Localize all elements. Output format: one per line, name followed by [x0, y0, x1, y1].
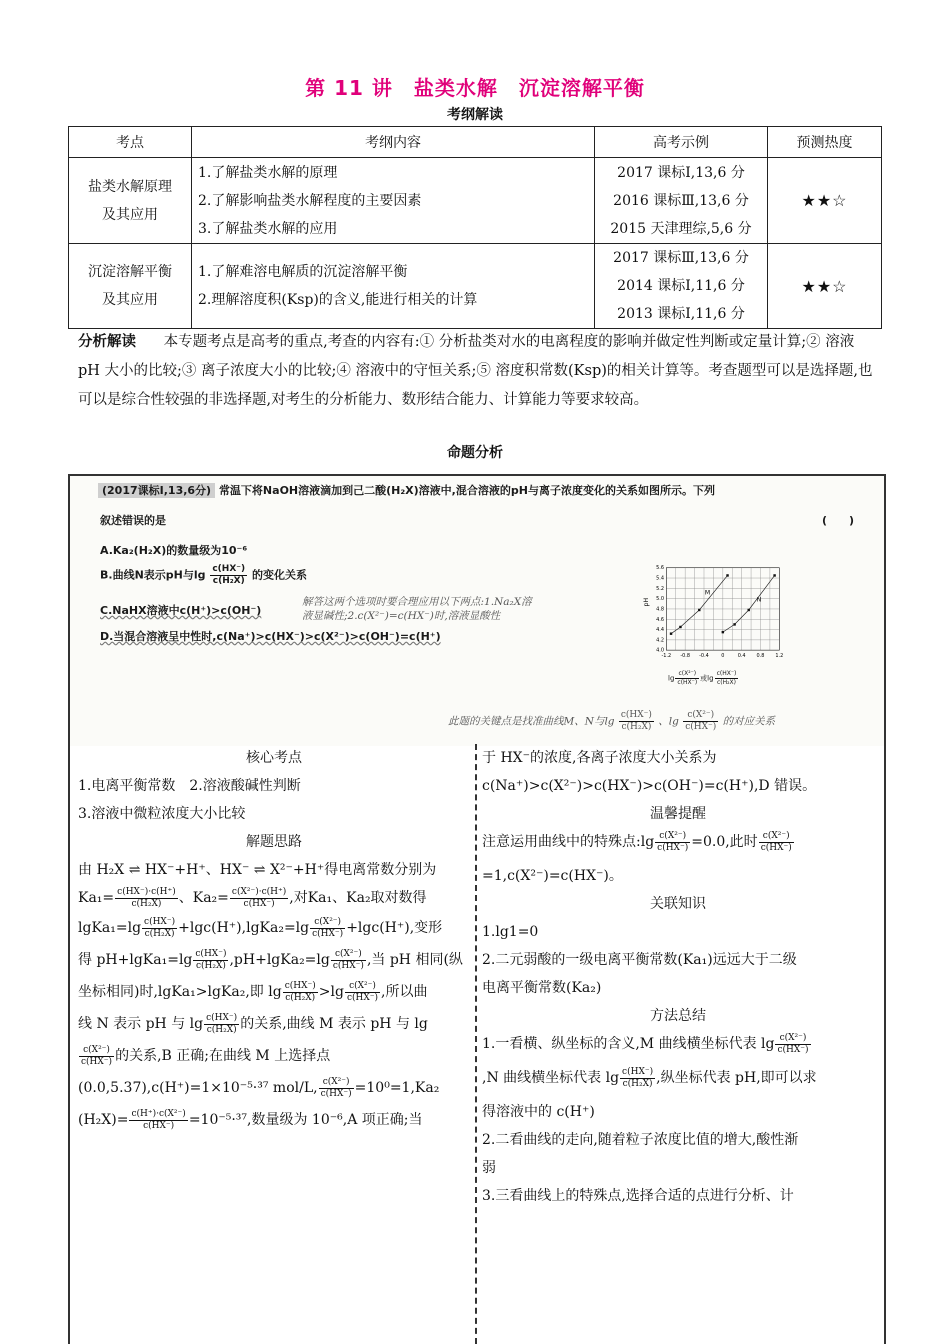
frac-num: c(HX⁻) [284, 980, 316, 991]
text-line: 电离平衡常数(Ka₂) [482, 980, 602, 996]
frac-num: c(X²⁻) [331, 949, 366, 961]
x-tick-label: 0.4 [737, 653, 746, 660]
fraction [331, 949, 366, 972]
frac-den: c(HX⁻) [677, 679, 698, 686]
fraction [310, 917, 345, 940]
analysis-paragraph [78, 328, 878, 415]
option-b [100, 564, 307, 587]
text-seg: 1.一看横、纵坐标的含义,M 曲线横坐标代表 lg [482, 1036, 775, 1052]
data-point [722, 631, 724, 633]
frac-den: c(HX⁻) [143, 1120, 175, 1131]
content-cell [192, 244, 595, 329]
handwritten-key-note [448, 710, 775, 733]
analysis-label: 分析解读 [78, 334, 136, 350]
heading-method: 方法总结 [650, 1008, 706, 1024]
frac-den: c(H₂X) [206, 1024, 237, 1035]
text-line: =1,c(X²⁻)=c(HX⁻)。 [482, 868, 623, 884]
question-box [68, 474, 886, 746]
example-cell [595, 158, 768, 244]
question-stem [98, 482, 878, 498]
heading-related: 关联知识 [650, 896, 706, 912]
frac-den: c(H₂X) [622, 1078, 653, 1089]
content-line: 2.理解溶度积(Ksp)的含义,能进行相关的计算 [198, 292, 478, 308]
frac-den: c(HX⁻) [332, 960, 364, 971]
heading-approach: 解题思路 [246, 834, 302, 850]
option-a: A.Ka₂(H₂X)的数量级为10⁻⁶ [100, 544, 248, 557]
x-tick-label: 1.2 [775, 653, 784, 660]
x-label-frac1 [675, 670, 699, 687]
y-axis-label: pH [643, 597, 651, 607]
question-tag: (2017课标Ⅰ,13,6分) [98, 483, 215, 498]
answer-paren: ( ) [822, 514, 855, 527]
frac-num: c(HX⁻) [206, 1012, 238, 1023]
frac-num: c(X²⁻) [759, 831, 794, 843]
frac-num: c(HX⁻) [195, 948, 227, 959]
topic-line: 沉淀溶解平衡 [88, 264, 172, 280]
fraction [230, 887, 288, 910]
section-heading: 命题分析 [447, 445, 503, 461]
x-axis-label [668, 670, 739, 687]
series-label-m: M [704, 589, 711, 597]
y-tick-label: 4.8 [656, 606, 665, 613]
heading-core: 核心考点 [246, 750, 302, 766]
analysis-text: 本专题考点是高考的重点,考查的内容有:① 分析盐类对水的电离程度的影响并做定性判断或定量计算;② 溶液 pH 大小的比较;③ 离子浓度大小的比较;④ 溶液中的守恒关系;⑤ 溶度积常数(Ksp)的相关计算等。考查题型可以是选择题,也可以是综合性较强的非选择题,对考生的分析能力、数形结合能力、计算能力等要求较高。 [78, 334, 873, 408]
frac-den: c(H₂X) [195, 960, 226, 971]
text-line: 于 HX⁻的浓度,各离子浓度大小关系为 [482, 750, 717, 766]
frac-den: c(HX⁻) [657, 842, 689, 853]
fraction [129, 1109, 187, 1132]
content-cell [192, 158, 595, 244]
option-b-pre: B.曲线N表示pH与lg [100, 568, 206, 582]
text-seg: ,N 曲线横坐标代表 lg [482, 1070, 620, 1086]
example-line: 2015 天津理综,5,6 分 [610, 220, 752, 237]
outline-table [68, 126, 882, 329]
table-header-row [69, 127, 882, 158]
formula-line [78, 1074, 470, 1106]
text-line: 1.lg1=0 [482, 924, 539, 940]
handwritten-note-1: 解答这两个选项时要合理应用以下两点:1.Na₂X溶 [302, 596, 532, 608]
text-seg: Ka₁= [78, 890, 115, 906]
text-seg: =10⁰=1,Ka₂ [354, 1080, 440, 1096]
example-line: 2016 课标Ⅲ,13,6 分 [613, 192, 749, 209]
example-cell [595, 244, 768, 329]
x-label-or: 或lg [700, 674, 714, 683]
text-line: 由 H₂X ⇌ HX⁻+H⁺、HX⁻ ⇌ X²⁻+H⁺得电离常数分别为 [78, 862, 437, 878]
col-header: 高考示例 [595, 127, 768, 158]
option-d: D.当混合溶液呈中性时,c(Na⁺)>c(HX⁻)>c(X²⁻)>c(OH⁻)=c(H⁺) [100, 630, 441, 643]
frac-num: c(HX⁻) [144, 916, 176, 927]
content-line: 2.了解影响盐类水解程度的主要因素 [198, 192, 422, 209]
frac-den: c(HX⁻) [243, 898, 275, 909]
formula-line [78, 946, 470, 978]
fraction [115, 887, 178, 910]
text-seg: 、Ka₂= [178, 890, 229, 906]
data-point [747, 609, 749, 611]
formula-line [78, 1010, 470, 1042]
topic-cell [69, 244, 192, 329]
text-seg: 得 pH+lgKa₁=lg [78, 952, 193, 968]
frac-num: c(HX⁻) [622, 1066, 654, 1077]
heat-rating: ★★☆ [768, 158, 882, 244]
text-line: 得溶液中的 c(H⁺) [482, 1104, 595, 1120]
series-label-n: N [756, 596, 762, 604]
formula-line [78, 884, 470, 914]
formula-line [482, 828, 874, 862]
text-seg: ,所以曲 [381, 984, 428, 1000]
series-line-n [723, 575, 775, 632]
fraction [193, 949, 228, 972]
frac-den: c(HX⁻) [320, 1088, 352, 1099]
formula-line [482, 1030, 874, 1064]
text-line: 3.溶液中微粒浓度大小比较 [78, 806, 246, 822]
text-line: 2.二元弱酸的一级电离平衡常数(Ka₁)远远大于二级 [482, 952, 797, 968]
text-seg: 坐标相同)时,lgKa₁>lgKa₂,即 lg [78, 984, 282, 1000]
fraction [345, 981, 380, 1004]
option-c: C.NaHX溶液中c(H⁺)>c(OH⁻) [100, 604, 262, 617]
text-seg: (H₂X)= [78, 1112, 129, 1128]
frac-den: c(HX⁻) [760, 842, 792, 853]
x-tick-label: -1.2 [661, 653, 672, 660]
data-point [698, 609, 700, 611]
text-seg: ,当 pH 相同(纵 [366, 952, 463, 968]
handwritten-note-2: 液显碱性;2.c(X²⁻)=c(HX⁻)时,溶液显酸性 [302, 610, 501, 622]
frac-den: c(HX⁻) [685, 722, 717, 732]
example-line: 2017 课标Ⅲ,13,6 分 [613, 250, 749, 266]
frac-num: c(HX⁻) [212, 564, 246, 574]
frac-den: c(H₂X) [716, 679, 736, 686]
y-tick-label: 4.2 [656, 637, 665, 644]
fraction [142, 917, 177, 940]
fraction [759, 831, 794, 854]
x-label-prefix: lg [668, 674, 675, 683]
topic-line: 及其应用 [102, 292, 158, 308]
text-seg: ,对Ka₁、Ka₂取对数得 [289, 890, 427, 906]
text-line: 弱 [482, 1160, 496, 1176]
text-seg: >lg [318, 984, 344, 1000]
frac-den: c(H₂X) [144, 928, 175, 939]
text-seg: +lgc(H⁺),变形 [346, 920, 443, 936]
formula-line [78, 978, 470, 1010]
col-header: 考纲内容 [192, 127, 595, 158]
frac-num: c(HX⁻)·c(H⁺) [117, 886, 176, 897]
frac-num: c(X²⁻) [79, 1045, 114, 1057]
data-point [773, 574, 775, 576]
y-tick-label: 4.6 [656, 616, 665, 623]
frac-num: c(X²⁻) [683, 710, 718, 722]
text-seg: lgKa₁=lg [78, 920, 142, 936]
formula-line [78, 1042, 470, 1074]
chart-ticks [656, 565, 783, 659]
text-line: c(Na⁺)>c(X²⁻)>c(HX⁻)>c(OH⁻)=c(H⁺),D 错误。 [482, 778, 817, 794]
text-line: 2.二看曲线的走向,随着粒子浓度比值的增大,酸性渐 [482, 1132, 799, 1148]
stem-text: 常温下将NaOH溶液滴加到己二酸(H₂X)溶液中,混合溶液的pH与离子浓度变化的关系如图所示。下列 [218, 484, 715, 497]
text-seg: 的关系,B 正确;在曲线 M 上选择点 [115, 1048, 331, 1064]
frac-num: c(X²⁻) [775, 1033, 810, 1045]
table-row [69, 158, 882, 244]
text-seg: 的关系,曲线 M 表示 pH 与 lg [240, 1016, 428, 1032]
fraction [283, 981, 318, 1004]
frac-num: c(X²⁻) [655, 831, 690, 843]
fraction [620, 1067, 655, 1090]
data-point [726, 574, 728, 576]
text-line: 3.三看曲线上的特殊点,选择合适的点进行分析、计 [482, 1188, 794, 1204]
y-tick-label: 5.2 [656, 585, 665, 592]
frac-num: c(HX⁻) [716, 670, 737, 677]
x-tick-label: -0.8 [680, 653, 691, 660]
content-line: 1.了解盐类水解的原理 [198, 164, 338, 181]
analysis-columns [68, 744, 886, 1344]
frac-num: c(X²⁻) [675, 670, 699, 679]
series-line-m [671, 575, 727, 633]
data-point [733, 623, 735, 625]
text-seg: ,pH+lgKa₂=lg [229, 952, 330, 968]
text-line: 1.电离平衡常数 2.溶液酸碱性判断 [78, 778, 301, 794]
content-line: 3.了解盐类水解的应用 [198, 220, 338, 237]
data-point [670, 632, 672, 634]
fraction [79, 1045, 114, 1068]
option-b-fraction [210, 564, 247, 587]
frac-num: c(X²⁻) [345, 981, 380, 993]
topic-line: 盐类水解原理 [88, 178, 172, 195]
example-line: 2014 课标Ⅰ,11,6 分 [617, 278, 745, 294]
y-tick-label: 5.4 [656, 575, 665, 582]
left-column [78, 744, 470, 1138]
fraction [655, 831, 690, 854]
frac-den: c(HX⁻) [81, 1056, 113, 1067]
x-tick-label: 0 [721, 653, 725, 660]
formula-line [482, 1064, 874, 1098]
frac-num: c(H⁺)·c(X²⁻) [131, 1108, 186, 1119]
frac-den: c(HX⁻) [346, 992, 379, 1003]
text-seg: ,纵坐标代表 pH,即可以求 [656, 1070, 817, 1086]
frac-num: c(X²⁻) [310, 917, 345, 929]
y-tick-label: 5.6 [656, 565, 665, 572]
note-frac1 [619, 710, 654, 733]
text-seg: (0.0,5.37),c(H⁺)=1×10⁻⁵·³⁷ mol/L, [78, 1080, 318, 1096]
option-b-post: 的变化关系 [251, 568, 307, 582]
frac-den: c(H₂X) [131, 898, 162, 909]
text-seg: +lgc(H⁺),lgKa₂=lg [178, 920, 310, 936]
topic-line: 及其应用 [102, 206, 158, 223]
frac-num: c(HX⁻) [620, 710, 652, 720]
y-tick-label: 5.0 [656, 596, 665, 603]
frac-num: c(X²⁻) [319, 1077, 354, 1089]
frac-den: c(H₂X) [621, 722, 652, 732]
text-seg: 线 N 表示 pH 与 lg [78, 1016, 204, 1032]
formula-line [78, 914, 470, 946]
text-seg: =10⁻⁵·³⁷,数量级为 10⁻⁶,A 项正确;当 [188, 1112, 423, 1128]
note-pre: 此题的关键点是找准曲线M、N与lg [448, 715, 615, 728]
fraction [319, 1077, 354, 1100]
example-line: 2013 课标Ⅰ,11,6 分 [617, 306, 745, 322]
frac-den: c(H₂X) [285, 992, 316, 1003]
frac-den: c(HX⁻) [777, 1044, 809, 1055]
col-header: 考点 [69, 127, 192, 158]
content-line: 1.了解难溶电解质的沉淀溶解平衡 [198, 264, 408, 280]
frac-den: c(H₂X) [212, 576, 245, 586]
y-tick-label: 4.0 [656, 647, 665, 654]
heading-reminder: 温馨提醒 [650, 806, 706, 822]
fraction [204, 1013, 239, 1036]
topic-cell [69, 158, 192, 244]
note-mid: 、lg [658, 715, 679, 728]
frac-num: c(X²⁻)·c(H⁺) [231, 886, 287, 897]
table-row [69, 244, 882, 329]
x-label-frac2 [715, 670, 739, 687]
right-column [482, 744, 874, 1210]
note-post: 的对应关系 [722, 715, 776, 728]
page-title: 第 11 讲 盐类水解 沉淀溶解平衡 [305, 76, 645, 100]
x-tick-label: 0.8 [756, 653, 765, 660]
stem-text-2: 叙述错误的是 [100, 514, 166, 527]
heat-rating: ★★☆ [768, 244, 882, 329]
column-divider [475, 744, 477, 1344]
note-frac2 [683, 710, 718, 733]
formula-line [78, 1106, 470, 1138]
fraction [775, 1033, 810, 1056]
frac-den: c(HX⁻) [312, 928, 344, 939]
chart-grid [666, 568, 779, 650]
example-line: 2017 课标Ⅰ,13,6 分 [617, 164, 745, 181]
section-subtitle: 考纲解读 [447, 107, 503, 123]
data-point [679, 626, 681, 628]
x-tick-label: -0.4 [699, 653, 709, 660]
y-tick-label: 4.4 [656, 627, 665, 634]
text-seg: 注意运用曲线中的特殊点:lg [482, 834, 655, 850]
text-seg: =0.0,此时 [691, 834, 758, 850]
col-header: 预测热度 [768, 127, 882, 158]
ph-chart [590, 532, 790, 692]
